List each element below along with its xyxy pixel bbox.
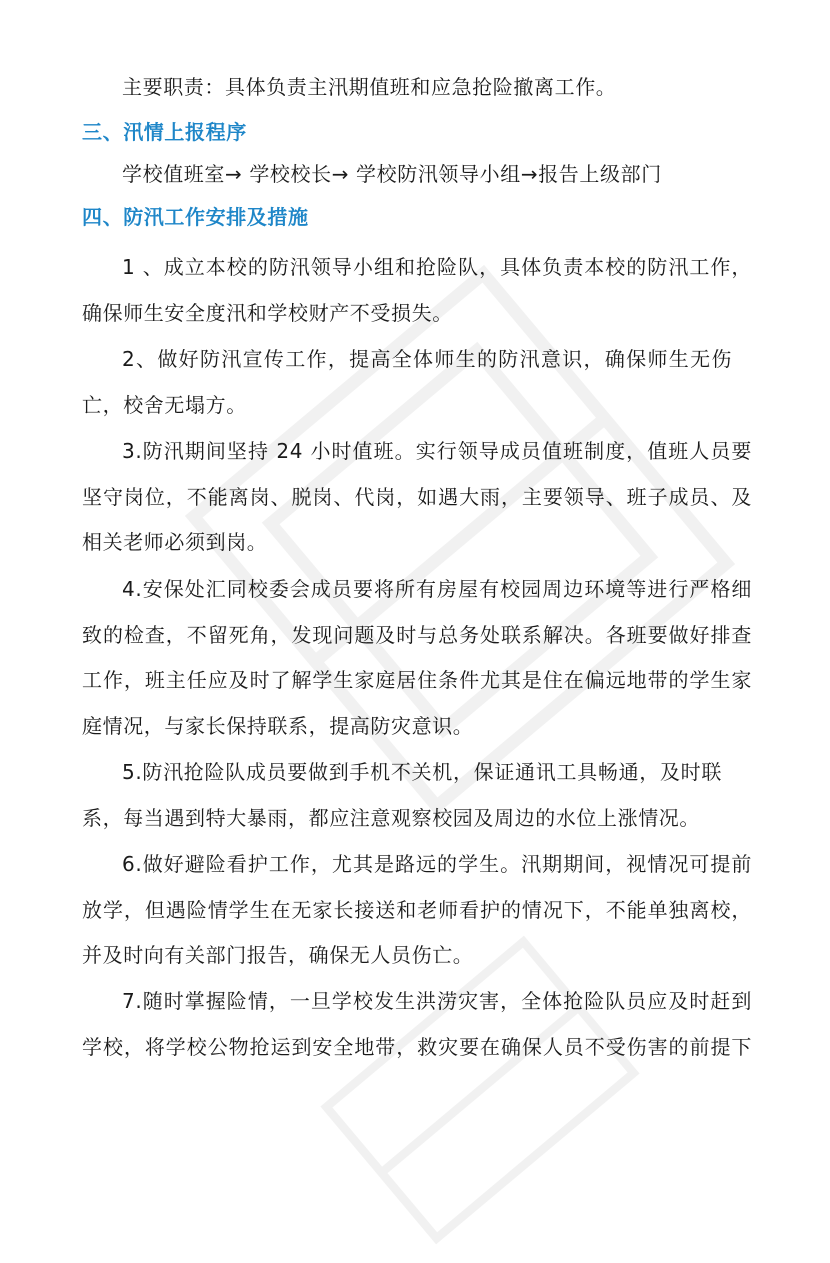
paragraph-7-line-2: 学校，将学校公物抢运到安全地带，救灾要在确保人员不受伤害的前提下	[82, 1035, 752, 1059]
paragraph-5-line-2: 系，每当遇到特大暴雨，都应注意观察校园及周边的水位上涨情况。	[82, 806, 700, 830]
paragraph-2-line-1: 2、做好防汛宣传工作，提高全体师生的防汛意识，确保师生无伤	[122, 347, 732, 371]
report-procedure-line: 学校值班室→ 学校校长→ 学校防汛领导小组→报告上级部门	[122, 162, 662, 186]
paragraph-4-line-4: 庭情况，与家长保持联系，提高防灾意识。	[82, 714, 474, 738]
paragraph-4-line-1: 4.安保处汇同校委会成员要将所有房屋有校园周边环境等进行严格细	[122, 577, 752, 601]
paragraph-6-line-2: 放学，但遇险情学生在无家长接送和老师看护的情况下，不能单独离校，	[82, 898, 752, 922]
section-heading-four: 四、防汛工作安排及措施	[82, 205, 309, 229]
paragraph-1-line-2: 确保师生安全度汛和学校财产不受损失。	[82, 301, 453, 325]
paragraph-3-line-3: 相关老师必须到岗。	[82, 530, 268, 554]
paragraph-5-line-1: 5.防汛抢险队成员要做到手机不关机，保证通讯工具畅通，及时联	[122, 760, 722, 784]
paragraph-7-line-1: 7.随时掌握险情，一旦学校发生洪涝灾害，全体抢险队员应及时赶到	[122, 989, 752, 1013]
paragraph-3-line-2: 坚守岗位，不能离岗、脱岗、代岗，如遇大雨，主要领导、班子成员、及	[82, 485, 752, 509]
paragraph-6-line-1: 6.做好避险看护工作，尤其是路远的学生。汛期期间，视情况可提前	[122, 852, 752, 876]
duty-line: 主要职责：具体负责主汛期值班和应急抢险撤离工作。	[122, 75, 617, 99]
paragraph-6-line-3: 并及时向有关部门报告，确保无人员伤亡。	[82, 943, 474, 967]
paragraph-2-line-2: 亡，校舍无塌方。	[82, 393, 247, 417]
paragraph-4-line-3: 工作，班主任应及时了解学生家庭居住条件尤其是住在偏远地带的学生家	[82, 668, 752, 692]
paragraph-1-line-1: 1 、成立本校的防汛领导小组和抢险队，具体负责本校的防汛工作，	[122, 255, 752, 279]
paragraph-3-line-1: 3.防汛期间坚持 24 小时值班。实行领导成员值班制度，值班人员要	[122, 439, 752, 463]
section-heading-three: 三、汛情上报程序	[82, 120, 247, 144]
paragraph-4-line-2: 致的检查，不留死角，发现问题及时与总务处联系解决。各班要做好排查	[82, 623, 752, 647]
